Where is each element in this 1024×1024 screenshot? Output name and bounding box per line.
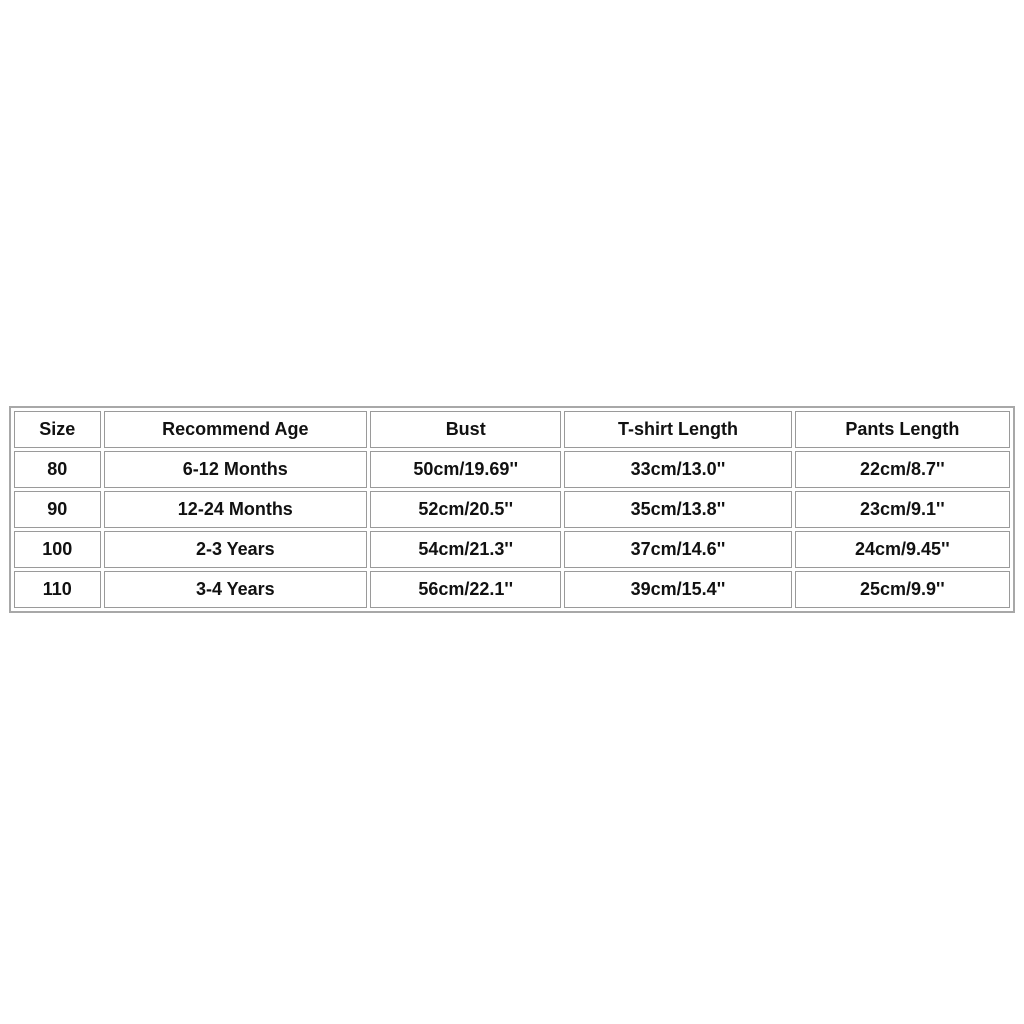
cell-bust: 50cm/19.69'' [370, 451, 561, 488]
column-header-size: Size [14, 411, 101, 448]
cell-recommend-age: 2-3 Years [104, 531, 368, 568]
cell-tshirt-length: 37cm/14.6'' [564, 531, 791, 568]
cell-bust: 56cm/22.1'' [370, 571, 561, 608]
table-row [14, 571, 1010, 608]
cell-recommend-age: 3-4 Years [104, 571, 368, 608]
cell-pants-length: 25cm/9.9'' [795, 571, 1010, 608]
cell-tshirt-length: 33cm/13.0'' [564, 451, 791, 488]
column-header-recommend-age: Recommend Age [104, 411, 368, 448]
size-chart-table [9, 406, 1015, 613]
table-row [14, 491, 1010, 528]
table-row [14, 531, 1010, 568]
table-header-row [14, 411, 1010, 448]
cell-tshirt-length: 35cm/13.8'' [564, 491, 791, 528]
table-row [14, 451, 1010, 488]
cell-size: 80 [14, 451, 101, 488]
cell-recommend-age: 12-24 Months [104, 491, 368, 528]
cell-size: 90 [14, 491, 101, 528]
cell-pants-length: 24cm/9.45'' [795, 531, 1010, 568]
column-header-tshirt-length: T-shirt Length [564, 411, 791, 448]
column-header-pants-length: Pants Length [795, 411, 1010, 448]
cell-pants-length: 23cm/9.1'' [795, 491, 1010, 528]
cell-recommend-age: 6-12 Months [104, 451, 368, 488]
cell-size: 100 [14, 531, 101, 568]
column-header-bust: Bust [370, 411, 561, 448]
cell-pants-length: 22cm/8.7'' [795, 451, 1010, 488]
cell-bust: 52cm/20.5'' [370, 491, 561, 528]
cell-size: 110 [14, 571, 101, 608]
cell-tshirt-length: 39cm/15.4'' [564, 571, 791, 608]
cell-bust: 54cm/21.3'' [370, 531, 561, 568]
